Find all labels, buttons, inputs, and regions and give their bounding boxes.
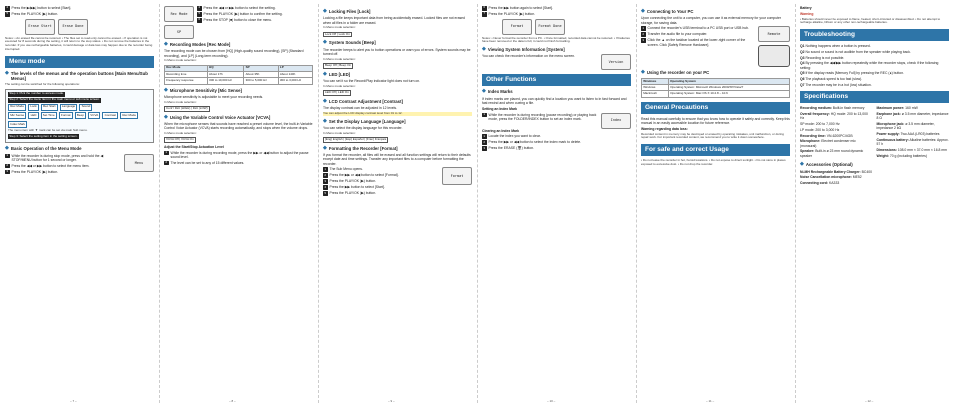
index-set-steps: 1 While the recorder is during recording (pause recording) or playing back mode, press the FOLDER/INDEX button to set an index mark. bbox=[483, 111, 597, 121]
p1-notes: Notes: • An erased file cannot be restored. • The files set to read-only cannot be erased. • If operation is not executed for 8 seconds during the setting, it will return to the stop status. • Do not remove the batteries in the recorder. If you use rechargeable batteries, it could damage or data loss may happen due to the recorder being interrupted. bbox=[5, 35, 153, 51]
levels-heading: ◆ The levels of the menus and the operation buttons [Main Menu/Sub Menus] bbox=[5, 69, 148, 81]
page-3: ◆ Locking Files [Lock] Locking a file keeps important data from being accidentally erased. Locked files are not erased when all files in a folder are erased. In Menu mode selection: Lock Off | Lock On ◆ System Sounds [Beep] The recorder beeps to alert you to button operations or warn you of errors. System sounds may be turned off. In Menu mode selection: Beep Off | Beep On ◆ LED [LED] You can set it so the Record/Play indicator light does not turn on. In Menu mode selection: LED Off | LED On ◆ LCD Contrast Adjustment [Contrast] The display contrast can be adjusted in 12 levels. You can adjust the LCD display contrast level from 01 to 12. ◆ Set the Display Language [Language] You can select the display language for this recorder. In Menu mode selection: [Eng] English | [Esp] Español | [Fran] Français ◆ Formatting the Recorder [Format] If you format the recorder, all files will be erased and all function settings will return to their defaults except date and time settings. Transfer any important files to a computer before formatting the recorder. 1 The Sub Menu opens. 2 Press the ▶▶ or ◀◀ button to select [Format]. 3 Press the PLAY/OK (▶) button. 4 Press the ▶▶ button to select [Start]. 5 Press the PLAY/OK (▶) button. Format – 9 – bbox=[323, 8, 471, 404]
format-steps: 1 The Sub Menu opens. 2 Press the ▶▶ or ◀◀ button to select [Format]. 3 Press the PLAY/OK (▶) button. 4 Press the ▶▶ button to select [Start]. 5 Press the PLAY/OK (▶) button. bbox=[324, 166, 399, 196]
tree-sub-item: VCVA bbox=[88, 112, 100, 119]
p2-lcd-a: Rec Mode bbox=[164, 6, 194, 22]
index-lcd: Index bbox=[601, 113, 631, 129]
format-heading: ◆ Formatting the Recorder [Format] bbox=[323, 144, 398, 151]
recmode-heading: ◆ Recording Modes [Rec Mode] bbox=[164, 41, 231, 47]
basic-heading: ◆ Basic Operation of the Menu Mode bbox=[5, 145, 82, 152]
page-6: Battery Warning • Batteries should never be exposed to flame, heated, short-circuited or disassembled. • Do not attempt to recharge alkaline, lithium or any other non-rechargeable batteries. Troubleshooting Q1 Nothing happens when a button is pressed. Q2 No sound or sound is not audible from the speaker while playing back. Q3 Recording is not possible. Q4 By pressing the ◀◀/▶▶ button repeatedly while the recorder stops, check if the following setting: Q5 If the display reads [Memory Full] by pressing the REC (●) button. Q6 The playback speed is too fast (slow). Q7 The recorder may be in a hot (low) situation. Specifications Recording medium: Built-in flash memory Overall frequency: HQ mode: 200 to 13,000 Hz SP mode: 200 to 7,000 Hz LP mode: 200 to 3,000 Hz Recording time: VN-6200PC/4GB Microphone: Electret condenser mic (monaural) Speaker: Built-in ø 23 mm round dynamic speaker Maximum power: 160 mW Earphone jack: ø 3.5 mm diameter, impedance 8 Ω Microphone jack: ø 3.5 mm diameter, impedance 2 kΩ Power supply: Two AAA (LR03) batteries Continuous battery: Alkaline batteries: Approx. 57 h Dimensions: 108.0 mm × 37.0 mm × 16.8 mm Weight: 70 g (including batteries) ◆ Accessories (Optional) Ni-MH Rechargeable Battery Charger: BC400 Noise Cancellation microphone: ME52 Connecting cord: KA333 – 12 – bbox=[800, 6, 949, 404]
tree-sub-item: Index Mark bbox=[8, 121, 27, 128]
page-4: 6 Press the ▶▶ button again to select [Start]. 7 Press the PLAY/OK (▶) button. Format Format Done Notes: • Never format the recorder from a PC. • Once formatted, recorded data cannot be restored. • If batteries have been removed or the data is full, it could not finish formatting. ◆ Viewing System Information [System] You can check the recorder's information on the menu screen. Version Other Functions ◆ Index Marks If index marks are placed, you can quickly find a location you want to listen to in fast forward and fast rewind and when cueing a file. Setting an Index Mark 1 While the recorder is during recording (pause recording) or playing back mode, press the FOLDER/INDEX button to set an index mark. Index Clearing an Index Mark 1 Locate the index you want to clear. 2 Press the ▶▶ or ◀◀ button to select the index mark to delete. 3 Press the ERASE (🗑) button. – 10 – bbox=[482, 5, 630, 404]
pc-illustration bbox=[758, 45, 790, 67]
tree-main-item: Rec Mode bbox=[8, 104, 26, 111]
p1-step: 4 Press the ▶/▶▶| button to select [Start]. bbox=[6, 5, 72, 10]
tree-sub-item: Mic Sense bbox=[8, 112, 26, 119]
lang-options: [Eng] English | [Esp] Español | [Fran] Français bbox=[325, 137, 387, 142]
p2-steps: 4 Press the ◀◀ or ▶▶ button to select the setting. 5 Press the PLAY/OK (▶) button to confirm the setting. 6 Press the STOP (■) button to close the menu. bbox=[198, 5, 283, 22]
pc-steps: 1 Connect the recorder's USB terminal to a PC USB port or USB hub. 2 Transfer the audio file to your computer. 3 Click the ▲ on the taskbar located at the lower-right corner of the screen. Click [Safely Remove Hardware]. bbox=[642, 25, 749, 47]
usepc-table: Windows Operating System Windows Operating System: Microsoft Windows 2000/XP/Vista/7 Macintosh Operating System: Mac OS X 10.2.8 – 10.6 bbox=[641, 78, 790, 98]
tree-main-item: Lock bbox=[28, 104, 39, 111]
sounds-options: Beep Off | Beep On bbox=[325, 62, 352, 67]
spec-columns: Recording medium: Built-in flash memory Overall frequency: HQ mode: 200 to 13,000 Hz SP mode: 200 to 7,000 Hz LP mode: 200 to 3,000 Hz Recording time: VN-6200PC/4GB Microphone: Electret condenser mic (monaural) Speaker: Built-in ø 23 mm round dynamic speaker Maximum power: 160 mW Earphone jack: ø 3.5 mm diameter, impedance 8 Ω Microphone jack: ø 3.5 mm diameter, impedance 2 kΩ Power supply: Two AAA (LR03) batteries Continuous battery: Alkaline batteries: Approx. 57 h Dimensions: 108.0 mm × 37.0 mm × 16.8 mm Weight: 70 g (including batteries) bbox=[800, 106, 949, 158]
recmode-table: Rec Mode HQ SP LP Recording time About 17h About 35h About 140h Frequency response 300 to 10,000 Hz 300 to 5,000 Hz 300 to 3,000 Hz bbox=[164, 65, 313, 85]
sysinfo-lcd: Version bbox=[601, 54, 631, 70]
vcva-options: VCVA Off | VCVA On bbox=[166, 137, 194, 142]
lock-heading: ◆ Locking Files [Lock] bbox=[323, 8, 371, 14]
other-functions-title: Other Functions bbox=[482, 74, 631, 86]
safe-title: For safe and correct Usage bbox=[641, 144, 790, 156]
sysinfo-heading: ◆ Viewing System Information [System] bbox=[482, 46, 565, 52]
contrast-heading: ◆ LCD Contrast Adjustment [Contrast] bbox=[323, 97, 403, 104]
tree-main-item: Sound bbox=[79, 104, 92, 111]
general-title: General Precautions bbox=[641, 102, 790, 114]
pc-heading: ◆ Connecting to Your PC bbox=[641, 8, 694, 14]
pc-lcd: Remote bbox=[758, 26, 790, 42]
usepc-heading: ◆ Using the recorder on your PC bbox=[641, 69, 710, 76]
basic-steps: 1 While the recorder is during stop mode, press and hold the ◀ STOP/MENU button for 1 second or longer. 2 Press the ◀◀ or ▶▶ button to select the menu item. 3 Press the PLAY/OK (▶) button. bbox=[6, 153, 104, 174]
menu-tree: Step 1: Pick the number to access mode. Step 2: Select the menu item in the main menu or sub menu screen. Rec Mode Lock Rec Start Language Sound Mic Sense LED Set Time Format Beep VCVA Contrast Rec Mode Index Mark The menu item with ▼ mark can be set via main Sub menu. Step 3: Select the setting item in the setting screen. bbox=[5, 89, 154, 144]
page-2: Rec Mode 4 Press the ◀◀ or ▶▶ button to select the setting. 5 Press the PLAY/OK (▶) button to confirm the setting. 6 Press the STOP (■) button to close the menu. SP ◆ Recording Modes [Rec Mode] The recording mode can be chosen from [HQ] (High-quality sound recording), [SP] (Standard recording), and [LP] (Long-term recording). In Menu mode selection: Rec Mode HQ SP LP Recording time About 17h About 35h About 140h Frequency response 300 to 10,000 Hz 300 to 5,000 Hz 300 to 3,000 Hz ◆ Microphone Sensitivity [Mic Sense] Microphone sensitivity is adjustable to meet your recording needs. In Menu mode selection: Conf / Dict (HIGH) | Dict (LOW) ◆ Using the Variable Control Voice Actuator [VCVA] When the microphone senses that sounds have reached a preset volume level, the built-in Variable Control Voice Actuator (VCVA) starts recording automatically, and stops when the volume drops. In Menu mode selection: VCVA Off | VCVA On Adjust the Start/Stop Actuation Level 1 While the recorder is during recording mode, press the ▶▶ or ◀◀ button to adjust the pause sound level. 2 The level can be set to any of 15 different values. – 8 – bbox=[164, 5, 313, 404]
p1-steps bbox=[5, 6, 154, 17]
acc-list: Ni-MH Rechargeable Battery Charger: BC400 Noise Cancellation microphone: ME52 Connecting cord: KA333 bbox=[800, 169, 872, 186]
p1-lcd-a: Erase Start bbox=[25, 19, 55, 35]
micsense-heading: ◆ Microphone Sensitivity [Mic Sense] bbox=[164, 86, 242, 93]
page-number: – 12 – bbox=[865, 399, 874, 404]
vcva-steps: 1 While the recorder is during recording mode, press the ▶▶ or ◀◀ button to adjust the pause sound level. 2 The level can be set to any of 15 different values. bbox=[165, 150, 309, 165]
tree-sub-item: Set Time bbox=[41, 112, 57, 119]
sounds-heading: ◆ System Sounds [Beep] bbox=[323, 39, 376, 46]
tree-main-item: Language bbox=[60, 104, 78, 111]
page-number: – 8 – bbox=[229, 399, 236, 404]
p1-step: 5 Press the PLAY/OK (▶) button. bbox=[6, 11, 59, 16]
index-clear-steps: 1 Locate the index you want to clear. 2 Press the ▶▶ or ◀◀ button to select the index mark to delete. 3 Press the ERASE (🗑) button. bbox=[483, 133, 582, 151]
led-heading: ◆ LED [LED] bbox=[323, 70, 351, 77]
p4-lcd-b: Format Done bbox=[535, 19, 565, 35]
tree-sub-item: Beep bbox=[75, 112, 86, 119]
trouble-title: Troubleshooting bbox=[800, 29, 949, 41]
page-number: – 9 – bbox=[388, 399, 395, 404]
p4-lcd-a: Format bbox=[502, 19, 532, 35]
page-5: ◆ Connecting to Your PC Upon connecting the unit to a computer, you can use it as external memory for your computer storage, for saving data. 1 Connect the recorder's USB terminal to a PC USB port or USB hub. 2 Transfer the audio file to your computer. 3 Click the ▲ on the taskbar located at the lower-right corner of the screen. Click [Safely Remove Hardware]. Remote ◆ Using the recorder on your PC Windows Operating System Windows Operating System: Microsoft Windows 2000/XP/Vista/7 Macintosh Operating System: Mac OS X 10.2.8 – 10.6 General Precautions Read this manual carefully to ensure that you know how to operate it safely and correctly. Keep this manual in an easily accessible location for future reference. Warning regarding data loss: Recorded content in memory may be destroyed or erased by operating mistakes, unit malfunction, or during repair work. For important recorded content, we recommend you to write it down somewhere. For safe and correct Usage • Do not leave the recorder in hot, humid locations. • Do not expose to direct sunlight. • Do not store in places exposed to excessive dust. • Do not drop the recorder. – 11 – bbox=[641, 8, 790, 404]
page-number: – 11 – bbox=[706, 399, 715, 404]
p2-lcd-b: SP bbox=[164, 25, 194, 39]
p4-steps: 6 Press the ▶▶ button again to select [Start]. 7 Press the PLAY/OK (▶) button. bbox=[483, 5, 554, 16]
tree-sub-item: Contrast bbox=[102, 112, 118, 119]
basic-lcd: Menu bbox=[124, 154, 154, 172]
lock-options: Lock Off | Lock On bbox=[325, 31, 350, 36]
micsense-options: Conf / Dict (HIGH) | Dict (LOW) bbox=[166, 106, 208, 110]
led-options: LED Off | LED On bbox=[325, 90, 349, 95]
page-number: – 7 – bbox=[70, 399, 77, 404]
page-number: – 10 – bbox=[547, 399, 556, 404]
format-lcd: Format bbox=[442, 167, 472, 185]
trouble-list: Q1 Nothing happens when a button is pressed. Q2 No sound or sound is not audible from the speaker while playing back. Q3 Recording is not possible. Q4 By pressing the ◀◀/▶▶ button repeatedly while the recorder stops, check if the following setting: Q5 If the display reads [Memory Full] by pressing the REC (●) button. Q6 The playback speed is too fast (slow). Q7 The recorder may be in a hot (low) situation. bbox=[800, 44, 939, 87]
spec-title: Specifications bbox=[800, 91, 949, 103]
page-1: 4 Press the ▶/▶▶| button to select [Start]. 5 Press the PLAY/OK (▶) button. Erase Start Erase Done Notes: • An erased file cannot be restored. • The files set to read-only cannot be erased. • If operation is not executed for 8 seconds during the setting, it will return to the stop status. • Do not remove the batteries in the recorder. If you use rechargeable batteries, it could damage or data loss may happen due to the recorder being interrupted. Menu mode ◆ The levels of the menus and the operation buttons [Main Menu/Sub Menus] The setting can be switched for the following operations: Step 1: Pick the number to access mode. Step 2: Select the menu item in the main menu or sub menu screen. Rec Mode Lock Rec Start Language Sound Mic Sense LED Set Time Format Beep VCVA Contrast Rec Mode Index Mark The menu item with ▼ mark can be set via main Sub menu. Step 3: Select the setting item in the setting screen. ◆ Basic Operation of the Menu Mode 1 While the recorder is during stop mode, press and hold the ◀ STOP/MENU button for 1 second or longer. 2 Press the ◀◀ or ▶▶ button to select the menu item. 3 Press the PLAY/OK (▶) button. Menu – 7 – bbox=[5, 5, 153, 404]
tree-sub-item: Rec Mode bbox=[120, 112, 138, 119]
vcva-heading: ◆ Using the Variable Control Voice Actuator [VCVA] bbox=[164, 113, 271, 120]
acc-heading: ◆ Accessories (Optional) bbox=[800, 161, 853, 168]
tree-main-item: Rec Start bbox=[41, 104, 58, 111]
tree-sub-item: LED bbox=[28, 112, 38, 119]
index-heading: ◆ Index Marks bbox=[482, 88, 513, 95]
menu-mode-title: Menu mode bbox=[5, 56, 154, 68]
lang-heading: ◆ Set the Display Language [Language] bbox=[323, 117, 406, 124]
p1-lcd-b: Erase Done bbox=[58, 19, 88, 35]
tree-sub-item: Format bbox=[59, 112, 73, 119]
